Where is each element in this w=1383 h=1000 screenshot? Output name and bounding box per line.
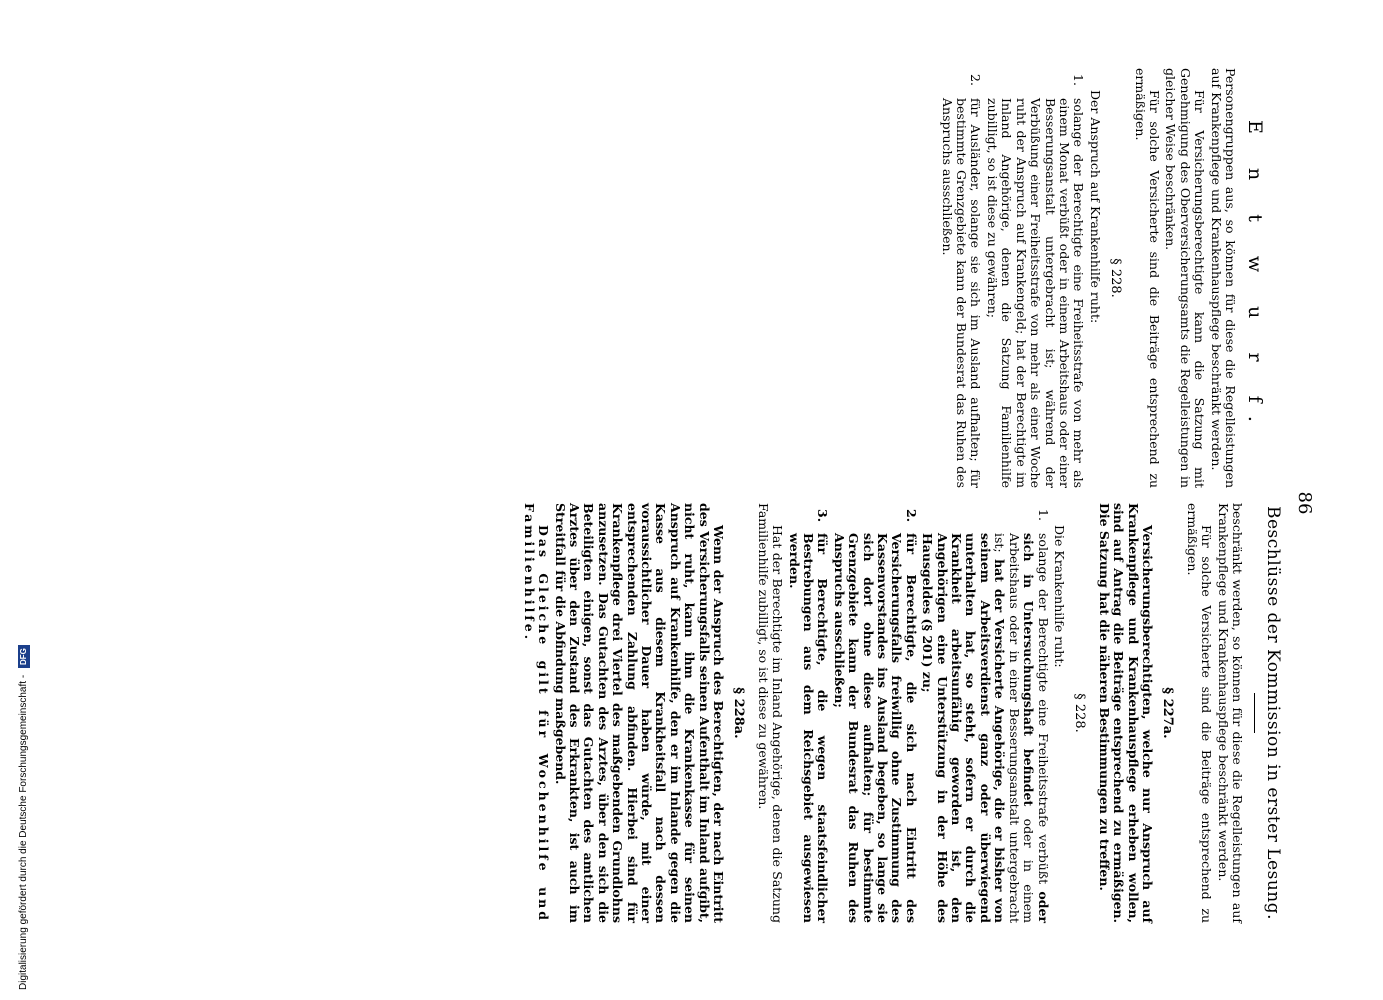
rotated-page-content bbox=[15, 48, 1315, 928]
section-228a-text: Wenn der Anspruch des Berechtigten, der nach Eintritt des Versicherungsfalls seinen Aufenthalt im Inland aufgibt, nicht ruht, kann ihm die Krankenkasse für seinen Anspruch auf Krankenhilfe, den er im Inlande gegen die Kasse aus diesem Krankheitsfall nach dessen voraussichtlicher Dauer haben würde, mit einer entsprechenden Zahlung abfinden. Hierbei sind für Krankenpflege drei Viertel des maßgebenden Grundlohns anzusetzen. Das Gutachten des Arztes, über den sich die Beteiligten einigen, sonst das Gutachten des amtlichen Arztes über den Zustand des Erkrankten, ist auch im Streitfall für die Abfindung maßgebend. bbox=[552, 503, 726, 923]
list-item-text: solange der Berechtigte eine Freiheitsstrafe verbüßt bbox=[1035, 533, 1051, 885]
section-228-right-intro: Die Krankenhilfe ruht: bbox=[1051, 525, 1067, 668]
list-item-text: solange der Berechtigte eine Freiheitsstrafe von mehr als einem Monat verbüßt oder in einem Arbeitshaus oder einer Besserungsanstalt untergebracht ist; während der Verbüßung einer Freiheitsstrafe von mehr als einer Woche ruht der Anspruch auf Krankengeld; hat der Berechtigte im Inland Angehörige, denen die Satzung Familienhilfe zubilligt, so ist diese zu gewähren; bbox=[984, 98, 1087, 488]
list-item-text: für Berechtigte, die wegen staatsfeindlicher Bestrebungen aus dem Reichsgebiet ausgewiesen werden. bbox=[786, 533, 831, 923]
beschluesse-intro: beschränkt werden, so können für diese die Regelleistungen auf Krankenpflege und Krankenhauspflege beschränkt werden. bbox=[1215, 503, 1245, 923]
list-item-text: für Berechtigte, die sich nach Eintritt des Versicherungsfalls freiwillig ohne Zustimmung des Kassenvorstandes ins Ausland begeben, so lange sie sich dort ohne diese aufhalten; für bestimmte Grenzgebiete kann der Bundesrat das Ruhen des Anspruchs ausschließen; bbox=[831, 533, 919, 923]
entwurf-paragraph-2: Für Versicherungsberechtigte kann die Satzung mit Genehmigung des Oberversicherungsamts die Regelleistungen in gleicher Weise beschränken. bbox=[1163, 68, 1208, 488]
list-item bbox=[939, 68, 982, 488]
footer-text: Digitalisierung gefördert durch die Deutsche Forschungsgemeinschaft - bbox=[18, 674, 29, 990]
column-title-entwurf: E n t w u r f. bbox=[1244, 120, 1266, 436]
entwurf-intro: Personengruppen aus, so können für diese die Regelleistungen auf Krankenpflege und Krankenhauspflege beschränkt werden. bbox=[1208, 68, 1238, 488]
list-item-number: 2. bbox=[968, 74, 984, 86]
list-item-text: für Ausländer, solange sie sich im Ausland aufhalten; für bestimmte Grenzgebiete kann der Bundesrat das Ruhen des Anspruchs ausschließen. bbox=[939, 98, 984, 488]
list-item bbox=[786, 503, 829, 923]
list-item-text: oder in einem Arbeitshaus oder in einer Besserungsanstalt untergebracht ist; bbox=[992, 533, 1037, 923]
section-heading-228: § 228. bbox=[1108, 258, 1124, 298]
list-item bbox=[985, 68, 1086, 488]
section-heading-227a: § 227a. bbox=[1160, 687, 1176, 739]
dfg-logo-icon: DFG bbox=[18, 645, 30, 668]
column-entwurf bbox=[937, 68, 1267, 488]
list-item-number: 2. bbox=[903, 509, 919, 523]
digitization-footer bbox=[0, 0, 30, 1000]
list-item-text-bold: oder sich in Untersuchungshaft befindet bbox=[1021, 533, 1051, 923]
entwurf-paragraph-3: Für solche Versicherte sind die Beiträge entsprechend zu ermäßigen. bbox=[1132, 68, 1162, 488]
section-heading-228a: § 228a. bbox=[731, 687, 747, 739]
section-228-list bbox=[939, 68, 1085, 488]
list-item-number: 3. bbox=[815, 509, 831, 523]
footer-text-wrapper bbox=[18, 645, 30, 990]
title-divider bbox=[1254, 693, 1255, 733]
page-number: 86 bbox=[1294, 491, 1315, 515]
list-item bbox=[831, 503, 917, 923]
section-heading-228-right: § 228. bbox=[1072, 693, 1088, 733]
section-228-right-list bbox=[786, 503, 1049, 923]
list-item bbox=[920, 503, 1050, 923]
column-beschluesse bbox=[519, 503, 1285, 923]
section-227a-text: Versicherungsberechtigten, welche nur Anspruch auf Krankenpflege und Krankenhauspflege erheben wollen, sind auf Antrag die Beiträge entsprechend zu ermäßigen. Die Satzung hat die näheren Bestimmungen zu treffen. bbox=[1096, 503, 1155, 923]
list-item-number: 1. bbox=[1071, 74, 1087, 86]
list-item-number: 1. bbox=[1035, 509, 1051, 521]
beschluesse-paragraph-2: Für solche Versicherte sind die Beiträge entsprechend zu ermäßigen. bbox=[1184, 503, 1215, 923]
list-item-text-bold: hat der Versicherte Angehörige, die er bisher von seinem Arbeitsverdienst ganz oder überwiegend unterhalten hat, so steht, sofern er durch die Krankheit arbeitsunfähig geworden ist, den Angehörigen eine Unterstützung in der Höhe des Hausgeldes (§ 201) zu; bbox=[920, 533, 1008, 923]
section-228-intro: Der Anspruch auf Krankenhilfe ruht: bbox=[1087, 90, 1103, 324]
family-help-paragraph: Hat der Berechtigte im Inland Angehörige, denen die Satzung Familienhilfe zubilligt, so ist diese zu gewähren. bbox=[755, 503, 786, 923]
column-title-beschluesse: Beschlüsse der Kommission in erster Lesung. bbox=[1263, 505, 1283, 921]
closing-paragraph: Das Gleiche gilt für Wochenhilfe und Familienhilfe. bbox=[521, 503, 552, 923]
